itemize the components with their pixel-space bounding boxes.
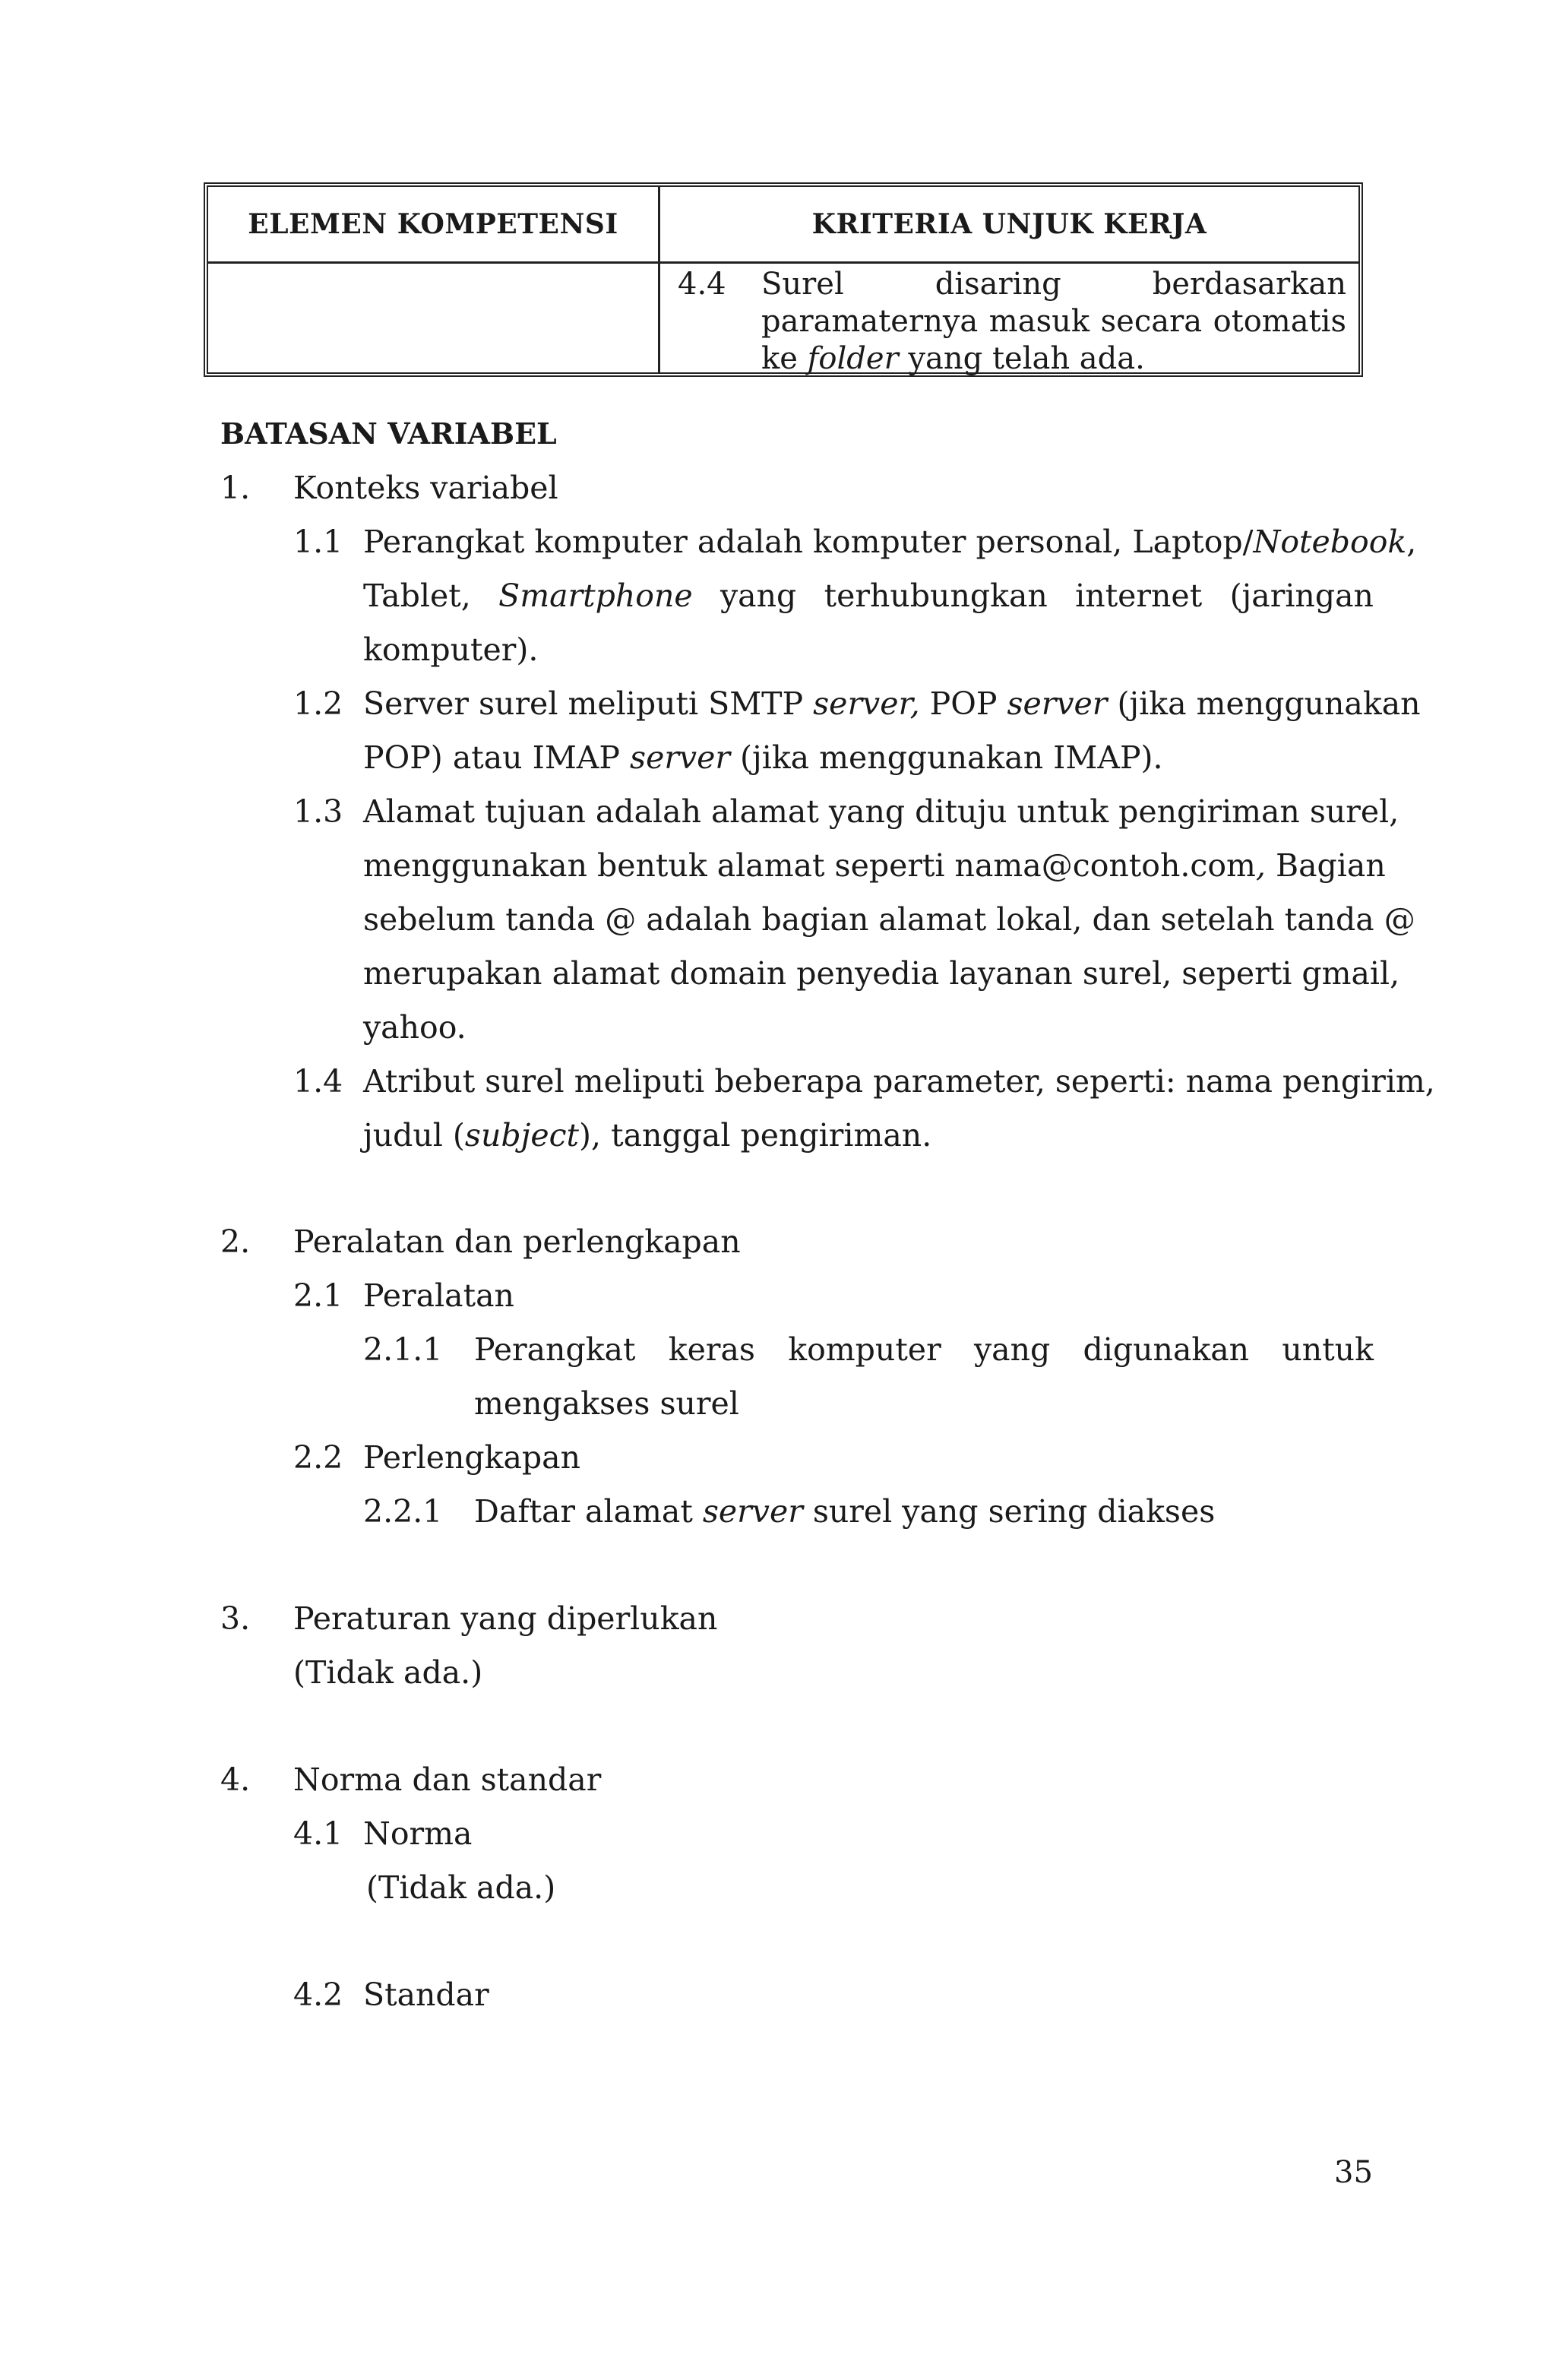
item-4-title: Norma dan standar xyxy=(293,1761,602,1798)
competency-table xyxy=(204,182,1363,377)
table-header-kriteria: KRITERIA UNJUK KERJA xyxy=(811,208,1207,240)
item-3-title: Peraturan yang diperlukan xyxy=(293,1600,718,1637)
criteria-line-3: ke folder yang telah ada. xyxy=(761,341,1145,376)
item-4-1-number: 4.1 xyxy=(293,1815,343,1852)
criteria-number: 4.4 xyxy=(678,267,726,302)
item-1-2-line-1: Server surel meliputi SMTP server, POP server (jika menggunakan xyxy=(363,685,1421,722)
item-2-1-1-line-1: Perangkat keras komputer yang digunakan untuk xyxy=(474,1331,1374,1368)
criteria-text xyxy=(761,266,1346,378)
item-3-number: 3. xyxy=(220,1600,251,1637)
item-1-3-line-3: sebelum tanda @ adalah bagian alamat lokal, dan setelah tanda @ xyxy=(363,901,1415,938)
page-number: 35 xyxy=(1334,2155,1373,2190)
item-2-number: 2. xyxy=(220,1223,251,1260)
item-1-3-line-1: Alamat tujuan adalah alamat yang dituju untuk pengiriman surel, xyxy=(363,793,1399,830)
item-1-2-number: 1.2 xyxy=(293,685,343,722)
item-4-1-title: Norma xyxy=(363,1815,473,1852)
criteria-line-1: Surel disaring berdasarkan xyxy=(761,267,1346,302)
item-1-2-line-2: POP) atau IMAP server (jika menggunakan IMAP). xyxy=(363,739,1163,776)
item-2-2-number: 2.2 xyxy=(293,1439,343,1476)
criteria-line-2: paramaternya masuk secara otomatis xyxy=(761,304,1346,339)
item-2-1-number: 2.1 xyxy=(293,1277,343,1314)
item-4-1-note: (Tidak ada.) xyxy=(366,1869,556,1906)
item-1-4-number: 1.4 xyxy=(293,1063,343,1100)
item-2-1-1-line-2: mengakses surel xyxy=(474,1385,739,1422)
item-2-2-1-number: 2.2.1 xyxy=(363,1493,443,1530)
item-1-3-line-5: yahoo. xyxy=(363,1009,466,1046)
item-4-2-title: Standar xyxy=(363,1976,489,2013)
item-1-3-line-2: menggunakan bentuk alamat seperti nama@contoh.com, Bagian xyxy=(363,847,1386,884)
table-cell-criteria xyxy=(678,266,1346,378)
item-2-1-1-number: 2.1.1 xyxy=(363,1331,443,1368)
item-1-1-number: 1.1 xyxy=(293,524,343,560)
item-1-1-line-1: Perangkat komputer adalah komputer personal, Laptop/Notebook, xyxy=(363,524,1417,560)
item-1-number: 1. xyxy=(220,470,251,506)
item-2-1-title: Peralatan xyxy=(363,1277,514,1314)
item-2-2-title: Perlengkapan xyxy=(363,1439,581,1476)
item-1-1-line-3: komputer). xyxy=(363,631,539,668)
item-1-title: Konteks variabel xyxy=(293,470,558,506)
section-title: BATASAN VARIABEL xyxy=(220,416,557,451)
item-1-4-line-2: judul (subject), tanggal pengiriman. xyxy=(363,1117,932,1154)
item-4-2-number: 4.2 xyxy=(293,1976,343,2013)
item-4-number: 4. xyxy=(220,1761,251,1798)
item-1-3-line-4: merupakan alamat domain penyedia layanan surel, seperti gmail, xyxy=(363,955,1400,992)
item-2-title: Peralatan dan perlengkapan xyxy=(293,1223,741,1260)
item-2-2-1-text: Daftar alamat server surel yang sering diakses xyxy=(474,1493,1216,1530)
table-header-rule xyxy=(208,261,1358,264)
item-1-3-number: 1.3 xyxy=(293,793,343,830)
item-1-4-line-1: Atribut surel meliputi beberapa parameter, seperti: nama pengirim, xyxy=(363,1063,1435,1100)
item-3-note: (Tidak ada.) xyxy=(293,1654,483,1691)
item-1-1-line-2: Tablet, Smartphone yang terhubungkan internet (jaringan xyxy=(363,578,1374,614)
table-header-elemen: ELEMEN KOMPETENSI xyxy=(248,208,618,240)
